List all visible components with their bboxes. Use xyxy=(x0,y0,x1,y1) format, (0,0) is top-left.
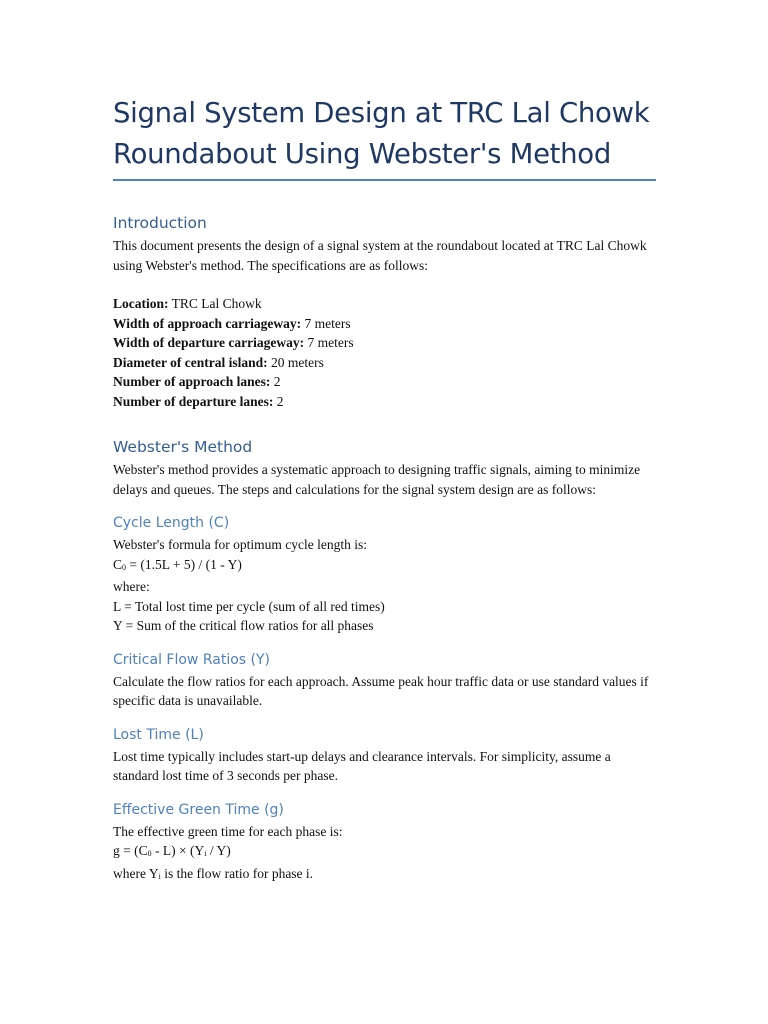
green-time-section xyxy=(113,800,658,887)
spec-value: 20 meters xyxy=(267,354,324,370)
spec-label: Location: xyxy=(113,296,169,311)
specifications-list xyxy=(113,294,658,411)
introduction-heading: Introduction xyxy=(113,214,207,232)
cycle-length-where: where: xyxy=(113,579,150,594)
cycle-length-def-y: Y = Sum of the critical flow ratios for all phases xyxy=(113,618,374,633)
spec-departure-lanes xyxy=(113,392,658,412)
spec-island-diameter xyxy=(113,353,658,373)
title-underline xyxy=(113,179,656,181)
spec-departure-width xyxy=(113,333,658,353)
websters-method-paragraph: Webster's method provides a systematic approach to designing traffic signals, aiming to minimize delays and queues. The steps and calculations for the signal system design are as follows: xyxy=(113,462,641,497)
cycle-length-heading: Cycle Length (C) xyxy=(113,515,230,531)
spec-label: Width of departure carriageway: xyxy=(113,335,305,350)
where-part: where Y xyxy=(113,865,159,881)
formula-part: g = (C xyxy=(113,843,148,858)
cycle-length-def-l: L = Total lost time per cycle (sum of all red times) xyxy=(113,598,385,614)
spec-label: Number of approach lanes: xyxy=(113,374,271,389)
formula-part: / Y) xyxy=(206,843,231,858)
green-time-where xyxy=(113,864,658,887)
spec-value: TRC Lal Chowk xyxy=(168,296,262,311)
spec-value: 2 xyxy=(270,374,281,389)
formula-symbol: C xyxy=(113,556,123,572)
cycle-length-intro: Webster's formula for optimum cycle length is: xyxy=(113,537,368,552)
critical-flow-paragraph: Calculate the flow ratios for each approach. Assume peak hour traffic data or use standard values if specific data is unavailable. xyxy=(113,673,649,708)
green-time-heading: Effective Green Time (g) xyxy=(113,801,284,818)
introduction-paragraph: This document presents the design of a signal system at the roundabout located at TRC Lal Chowk using Webster's method. The specifications are as follows: xyxy=(113,238,647,273)
critical-flow-section xyxy=(113,650,658,711)
formula-subscript: 0 xyxy=(122,562,127,572)
introduction-section xyxy=(113,212,658,411)
lost-time-paragraph: Lost time typically includes start-up delays and clearance intervals. For simplicity, assume a standard lost time of 3 seconds per phase. xyxy=(113,748,611,783)
cycle-length-formula xyxy=(113,555,658,578)
green-time-intro: The effective green time for each phase is: xyxy=(113,823,343,839)
formula-subscript: 0 xyxy=(147,849,152,858)
document-title xyxy=(113,93,658,175)
cycle-length-section xyxy=(113,513,658,636)
document-body xyxy=(113,212,658,886)
spec-label: Number of departure lanes: xyxy=(113,393,274,409)
spec-approach-width xyxy=(113,314,658,334)
spec-label: Diameter of central island: xyxy=(113,354,268,370)
where-subscript: i xyxy=(158,871,161,881)
spec-approach-lanes xyxy=(113,372,658,392)
lost-time-section xyxy=(113,725,658,786)
formula-subscript: i xyxy=(204,849,207,858)
title-line-2: Roundabout Using Webster's Method xyxy=(113,138,611,170)
where-part: is the flow ratio for phase i. xyxy=(160,865,314,881)
websters-method-heading: Webster's Method xyxy=(113,438,253,456)
green-time-formula xyxy=(113,841,658,864)
spec-label: Width of approach carriageway: xyxy=(113,315,302,331)
spec-value: 7 meters xyxy=(304,335,354,350)
spec-value: 2 xyxy=(273,393,284,409)
formula-part: - L) × (Y xyxy=(151,843,205,858)
title-line-1: Signal System Design at TRC Lal Chowk xyxy=(113,97,650,129)
formula-expression: = (1.5L + 5) / (1 - Y) xyxy=(126,556,242,572)
spec-location xyxy=(113,294,658,314)
critical-flow-heading: Critical Flow Ratios (Y) xyxy=(113,651,270,668)
spec-value: 7 meters xyxy=(301,315,351,331)
lost-time-heading: Lost Time (L) xyxy=(113,726,204,743)
websters-method-section xyxy=(113,436,658,499)
